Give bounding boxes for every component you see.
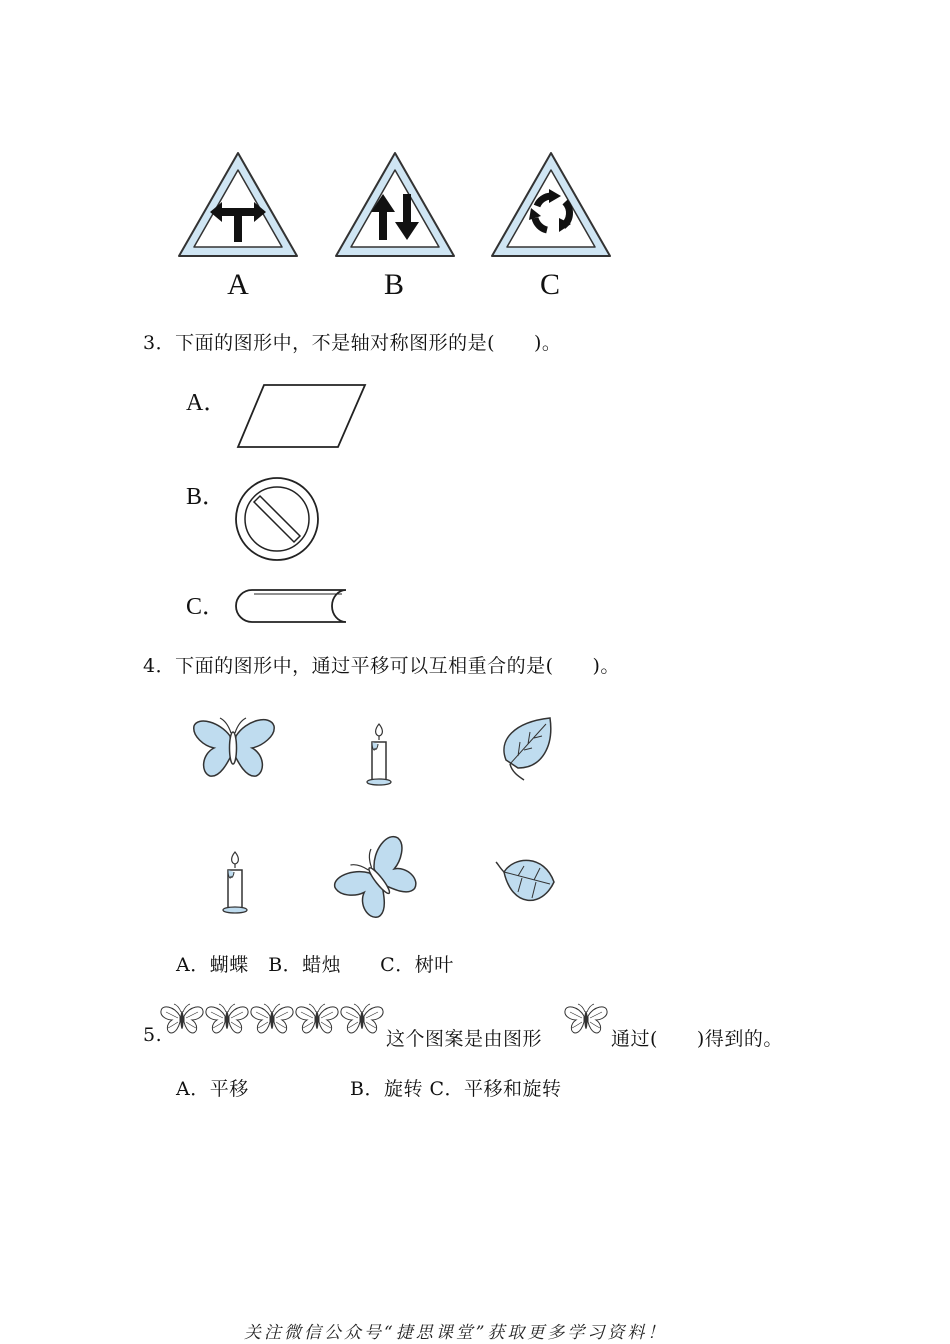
leaf-image-2	[494, 852, 558, 912]
two-way-arrows-icon	[333, 150, 457, 262]
question-4: 4．下面的图形中，通过平移可以互相重合的是( )。	[143, 655, 620, 677]
candle-image-1	[364, 722, 394, 788]
q5-text-end: 通过( )得到的。	[611, 1028, 783, 1050]
q5-choice-bc: B．旋转 C．平移和旋转	[350, 1078, 562, 1100]
butterfly-image-2	[336, 830, 424, 926]
sign-c	[489, 150, 613, 262]
leaf-image-1	[498, 716, 556, 782]
sign-b-label: B	[383, 268, 404, 301]
pattern-butterfly-5	[341, 1004, 383, 1033]
q5-choice-a: A．平移	[176, 1078, 249, 1100]
footer-note: 关注微信公众号“捷思课堂”获取更多学习资料！	[244, 1323, 668, 1343]
q3-option-b-label: B．	[186, 484, 227, 510]
pattern-butterfly-3	[251, 1004, 293, 1033]
sign-a-label: A	[227, 268, 249, 301]
sign-b	[333, 150, 457, 262]
butterfly-pattern	[160, 1002, 388, 1036]
question-3: 3．下面的图形中，不是轴对称图形的是( )。	[143, 332, 562, 354]
parallelogram-shape	[236, 383, 368, 449]
prohibition-circle-shape	[234, 476, 320, 562]
pattern-butterfly-4	[296, 1004, 338, 1033]
butterfly-single-shape	[564, 1002, 610, 1036]
rounded-cylinder-shape	[234, 588, 350, 624]
q5-number: 5.	[143, 1024, 163, 1046]
sign-c-label: C	[539, 268, 560, 301]
q3-option-a-label: A．	[186, 390, 228, 416]
pattern-butterfly-1	[161, 1004, 203, 1033]
fork-arrow-icon	[176, 150, 300, 262]
sign-a	[176, 150, 300, 262]
q3-option-c-label: C．	[186, 594, 227, 620]
q5-text-mid: 这个图案是由图形	[386, 1028, 543, 1050]
pattern-butterfly-2	[206, 1004, 248, 1033]
roundabout-icon	[489, 150, 613, 262]
q4-choices: A．蝴蝶 B．蜡烛 C．树叶	[176, 954, 454, 976]
butterfly-image-1	[190, 714, 278, 784]
candle-image-2	[220, 850, 250, 916]
